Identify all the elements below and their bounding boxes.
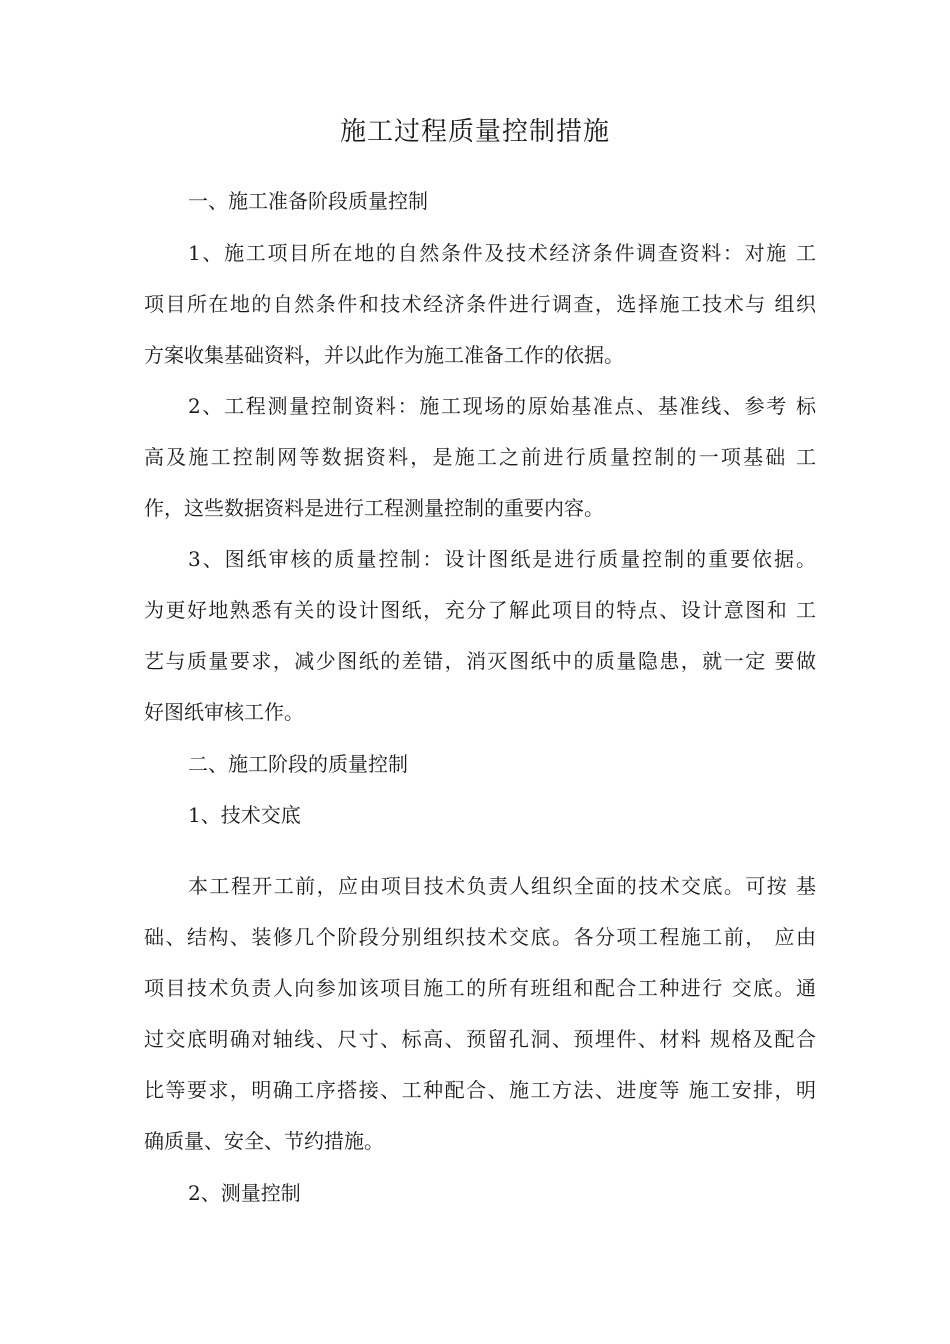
subsection-heading: 1、技术交底 — [188, 803, 301, 827]
paragraph-line: 为更好地熟悉有关的设计图纸，充分了解此项目的特点、设计意图和 工 — [144, 598, 816, 622]
paragraph-line: 过交底明确对轴线、尺寸、标高、预留孔洞、预埋件、材料 规格及配合 — [144, 1027, 816, 1051]
paragraph-line: 艺与质量要求，减少图纸的差错，消灭图纸中的质量隐患，就一定 要做 — [144, 649, 816, 673]
paragraph-line: 项目技术负责人向参加该项目施工的所有班组和配合工种进行 交底。通 — [144, 976, 816, 1000]
document-title: 施工过程质量控制措施 — [339, 117, 610, 147]
paragraph-line: 本工程开工前，应由项目技术负责人组织全面的技术交底。可按 基 — [188, 874, 816, 898]
paragraph-line: 作，这些数据资料是进行工程测量控制的重要内容。 — [144, 496, 604, 520]
section-heading: 二、施工阶段的质量控制 — [188, 752, 408, 776]
paragraph-line: 方案收集基础资料，并以此作为施工准备工作的依据。 — [144, 343, 624, 367]
paragraph-line: 确质量、安全、节约措施。 — [144, 1129, 384, 1153]
paragraph-line: 高及施工控制网等数据资料，是施工之前进行质量控制的一项基础 工 — [144, 445, 816, 469]
paragraph-line: 1、施工项目所在地的自然条件及技术经济条件调查资料：对施 工 — [188, 241, 816, 265]
section-heading: 一、施工准备阶段质量控制 — [188, 189, 428, 213]
paragraph-line: 项目所在地的自然条件和技术经济条件进行调查，选择施工技术与 组织 — [144, 292, 816, 316]
paragraph-line: 比等要求，明确工序搭接、工种配合、施工方法、进度等 施工安排，明 — [144, 1078, 816, 1102]
paragraph-line: 3、图纸审核的质量控制：设计图纸是进行质量控制的重要依据。 — [188, 547, 816, 571]
paragraph-line: 2、工程测量控制资料：施工现场的原始基准点、基准线、参考 标 — [188, 394, 816, 418]
paragraph-line: 好图纸审核工作。 — [144, 700, 304, 724]
subsection-heading: 2、测量控制 — [188, 1181, 301, 1205]
paragraph-line: 础、结构、装修几个阶段分别组织技术交底。各分项工程施工前， 应由 — [144, 925, 816, 949]
